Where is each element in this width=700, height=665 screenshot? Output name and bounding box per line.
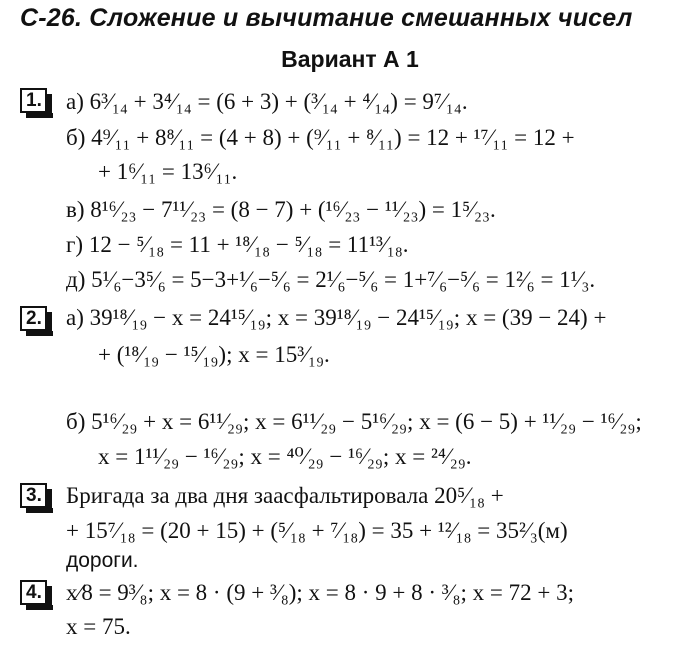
task-3-line-1: Бригада за два дня заасфальтировала 20⁵⁄₁₈ + — [66, 483, 504, 508]
task-3-line-2: + 15⁷⁄₁₈ = (20 + 15) + (⁵⁄₁₈ + ⁷⁄₁₈) = 35 + ¹²⁄₁₈ = 35²⁄₃(м) — [66, 518, 568, 543]
page-title: С-26. Сложение и вычитание смешанных чисел — [20, 4, 633, 32]
variant-heading: Вариант А 1 — [281, 46, 419, 72]
task-2-line-b: б) 5¹⁶⁄₂₉ + x = 6¹¹⁄₂₉; x = 6¹¹⁄₂₉ − 5¹⁶⁄₂₉; x = (6 − 5) + ¹¹⁄₂₉ − ¹⁶⁄₂₉; — [66, 409, 642, 434]
task-1-line-g: г) 12 − ⁵⁄₁₈ = 11 + ¹⁸⁄₁₈ − ⁵⁄₁₈ = 11¹³⁄₁₈. — [66, 232, 409, 257]
task-2-line-a-cont: + (¹⁸⁄₁₉ − ¹⁵⁄₁₉); x = 15³⁄₁₉. — [98, 342, 330, 367]
task-2-line-b-cont: x = 1¹¹⁄₂₉ − ¹⁶⁄₂₉; x = ⁴⁰⁄₂₉ − ¹⁶⁄₂₉; x = ²⁴⁄₂₉. — [98, 444, 472, 469]
task-2-line-a: а) 39¹⁸⁄₁₉ − x = 24¹⁵⁄₁₉; x = 39¹⁸⁄₁₉ − 24¹⁵⁄₁₉; x = (39 − 24) + — [66, 305, 607, 330]
task-number-2: 2. — [20, 306, 47, 331]
task-3-line-3: дороги. — [66, 549, 139, 572]
task-4-line-2: x = 75. — [66, 614, 131, 639]
task-1-line-b: б) 4⁹⁄₁₁ + 8⁸⁄₁₁ = (4 + 8) + (⁹⁄₁₁ + ⁸⁄₁₁) = 12 + ¹⁷⁄₁₁ = 12 + — [66, 125, 575, 150]
task-number-4: 4. — [20, 580, 47, 605]
task-1-line-v: в) 8¹⁶⁄₂₃ − 7¹¹⁄₂₃ = (8 − 7) + (¹⁶⁄₂₃ − ¹¹⁄₂₃) = 1⁵⁄₂₃. — [66, 197, 496, 222]
task-4-line-1: x⁄8 = 9³⁄₈; x = 8 · (9 + ³⁄₈); x = 8 · 9 + 8 · ³⁄₈; x = 72 + 3; — [66, 580, 575, 605]
task-1-line-a: а) 6³⁄₁₄ + 3⁴⁄₁₄ = (6 + 3) + (³⁄₁₄ + ⁴⁄₁₄) = 9⁷⁄₁₄. — [66, 89, 468, 114]
task-number-3: 3. — [20, 483, 47, 508]
task-1-line-d: д) 5¹⁄₆−3⁵⁄₆ = 5−3+¹⁄₆−⁵⁄₆ = 2¹⁄₆−⁵⁄₆ = 1+⁷⁄₆−⁵⁄₆ = 1²⁄₆ = 1¹⁄₃. — [66, 267, 596, 292]
task-1-line-b-cont: + 1⁶⁄₁₁ = 13⁶⁄₁₁. — [98, 159, 238, 184]
task-number-1: 1. — [20, 88, 47, 113]
